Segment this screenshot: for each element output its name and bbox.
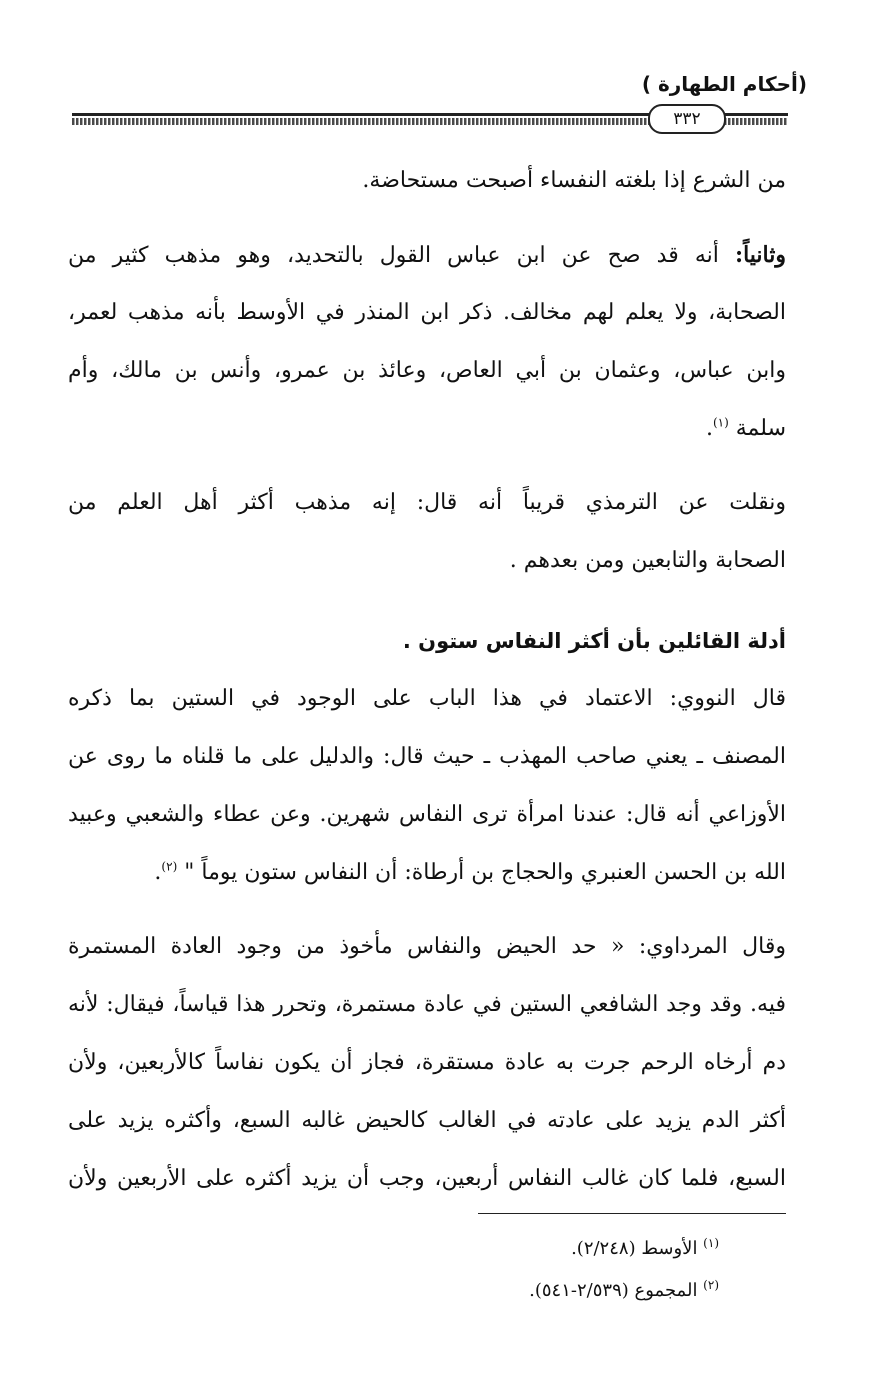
page-number: ٣٣٢ xyxy=(648,104,726,134)
text-line: وثانياً: أنه قد صح عن ابن عباس القول بالتحديد، وهو مذهب كثير من xyxy=(68,242,786,268)
footnote-separator xyxy=(478,1213,786,1214)
text-line: فيه. وقد وجد الشافعي الستين في عادة مستمرة، وتحرر هذا قياساً، فيقال: لأنه xyxy=(68,992,786,1017)
text-line: الأوزاعي أنه قال: عندنا امرأة ترى النفاس شهرين. وعن عطاء والشعبي وعبيد xyxy=(68,802,786,827)
footnote-number: (١) xyxy=(703,1236,719,1250)
bold-lead: وثانياً: xyxy=(734,242,786,268)
footnote-ref: (٢) xyxy=(161,859,178,874)
footnote: $^{(١)}$ الأوسط (٢/٢٤٨). xyxy=(571,1236,719,1259)
footnote-number: (٢) xyxy=(703,1278,719,1292)
footnote: $^{(٢)}$ المجموع (٢/٥٣٩-٥٤١). xyxy=(529,1278,719,1301)
text-line: الصحابة والتابعين ومن بعدهم . xyxy=(509,548,786,573)
section-heading: أدلة القائلين بأن أكثر النفاس ستون . xyxy=(402,629,786,653)
text-line: الصحابة، ولا يعلم لهم مخالف. ذكر ابن المنذر في الأوسط بأنه مذهب لعمر، xyxy=(68,300,786,325)
book-title: (أحكام الطهارة ) xyxy=(641,72,807,96)
text-line: وقال المرداوي: « حد الحيض والنفاس مأخوذ من وجود العادة المستمرة xyxy=(68,934,786,959)
footnotes xyxy=(529,1228,719,1312)
text-line: ونقلت عن الترمذي قريباً أنه قال: إنه مذهب أكثر أهل العلم من xyxy=(68,490,786,515)
main-text xyxy=(68,152,786,1208)
text-line: دم أرخاه الرحم جرت به عادة مستقرة، فجاز أن يكون نفاساً كالأربعين، ولأن xyxy=(68,1050,786,1075)
text-line: السبع، فلما كان غالب النفاس أربعين، وجب أن يزيد أكثره على الأربعين ولأن xyxy=(68,1166,786,1191)
text-line: قال النووي: الاعتماد في هذا الباب على الوجود في الستين بما ذكره xyxy=(68,686,786,711)
footnote-ref: (١) xyxy=(712,415,729,430)
text-line: سلمة $^{(١)}$. xyxy=(705,415,786,441)
text-line: وابن عباس، وعثمان بن أبي العاص، وعائذ بن عمرو، وأنس بن مالك، وأم xyxy=(68,358,786,383)
text-line: الله بن الحسن العنبري والحجاج بن أرطاة: أن النفاس ستون يوماً " $^{(٢)}$. xyxy=(154,859,786,885)
text-line: من الشرع إذا بلغته النفساء أصبحت مستحاضة. xyxy=(362,168,786,193)
text-line: أكثر الدم يزيد على عادته في الغالب كالحيض غالبه السبع، وأكثره يزيد على xyxy=(68,1108,786,1133)
text-line: المصنف ـ يعني صاحب المهذب ـ حيث قال: والدليل على ما قلناه ما روى عن xyxy=(68,744,786,769)
